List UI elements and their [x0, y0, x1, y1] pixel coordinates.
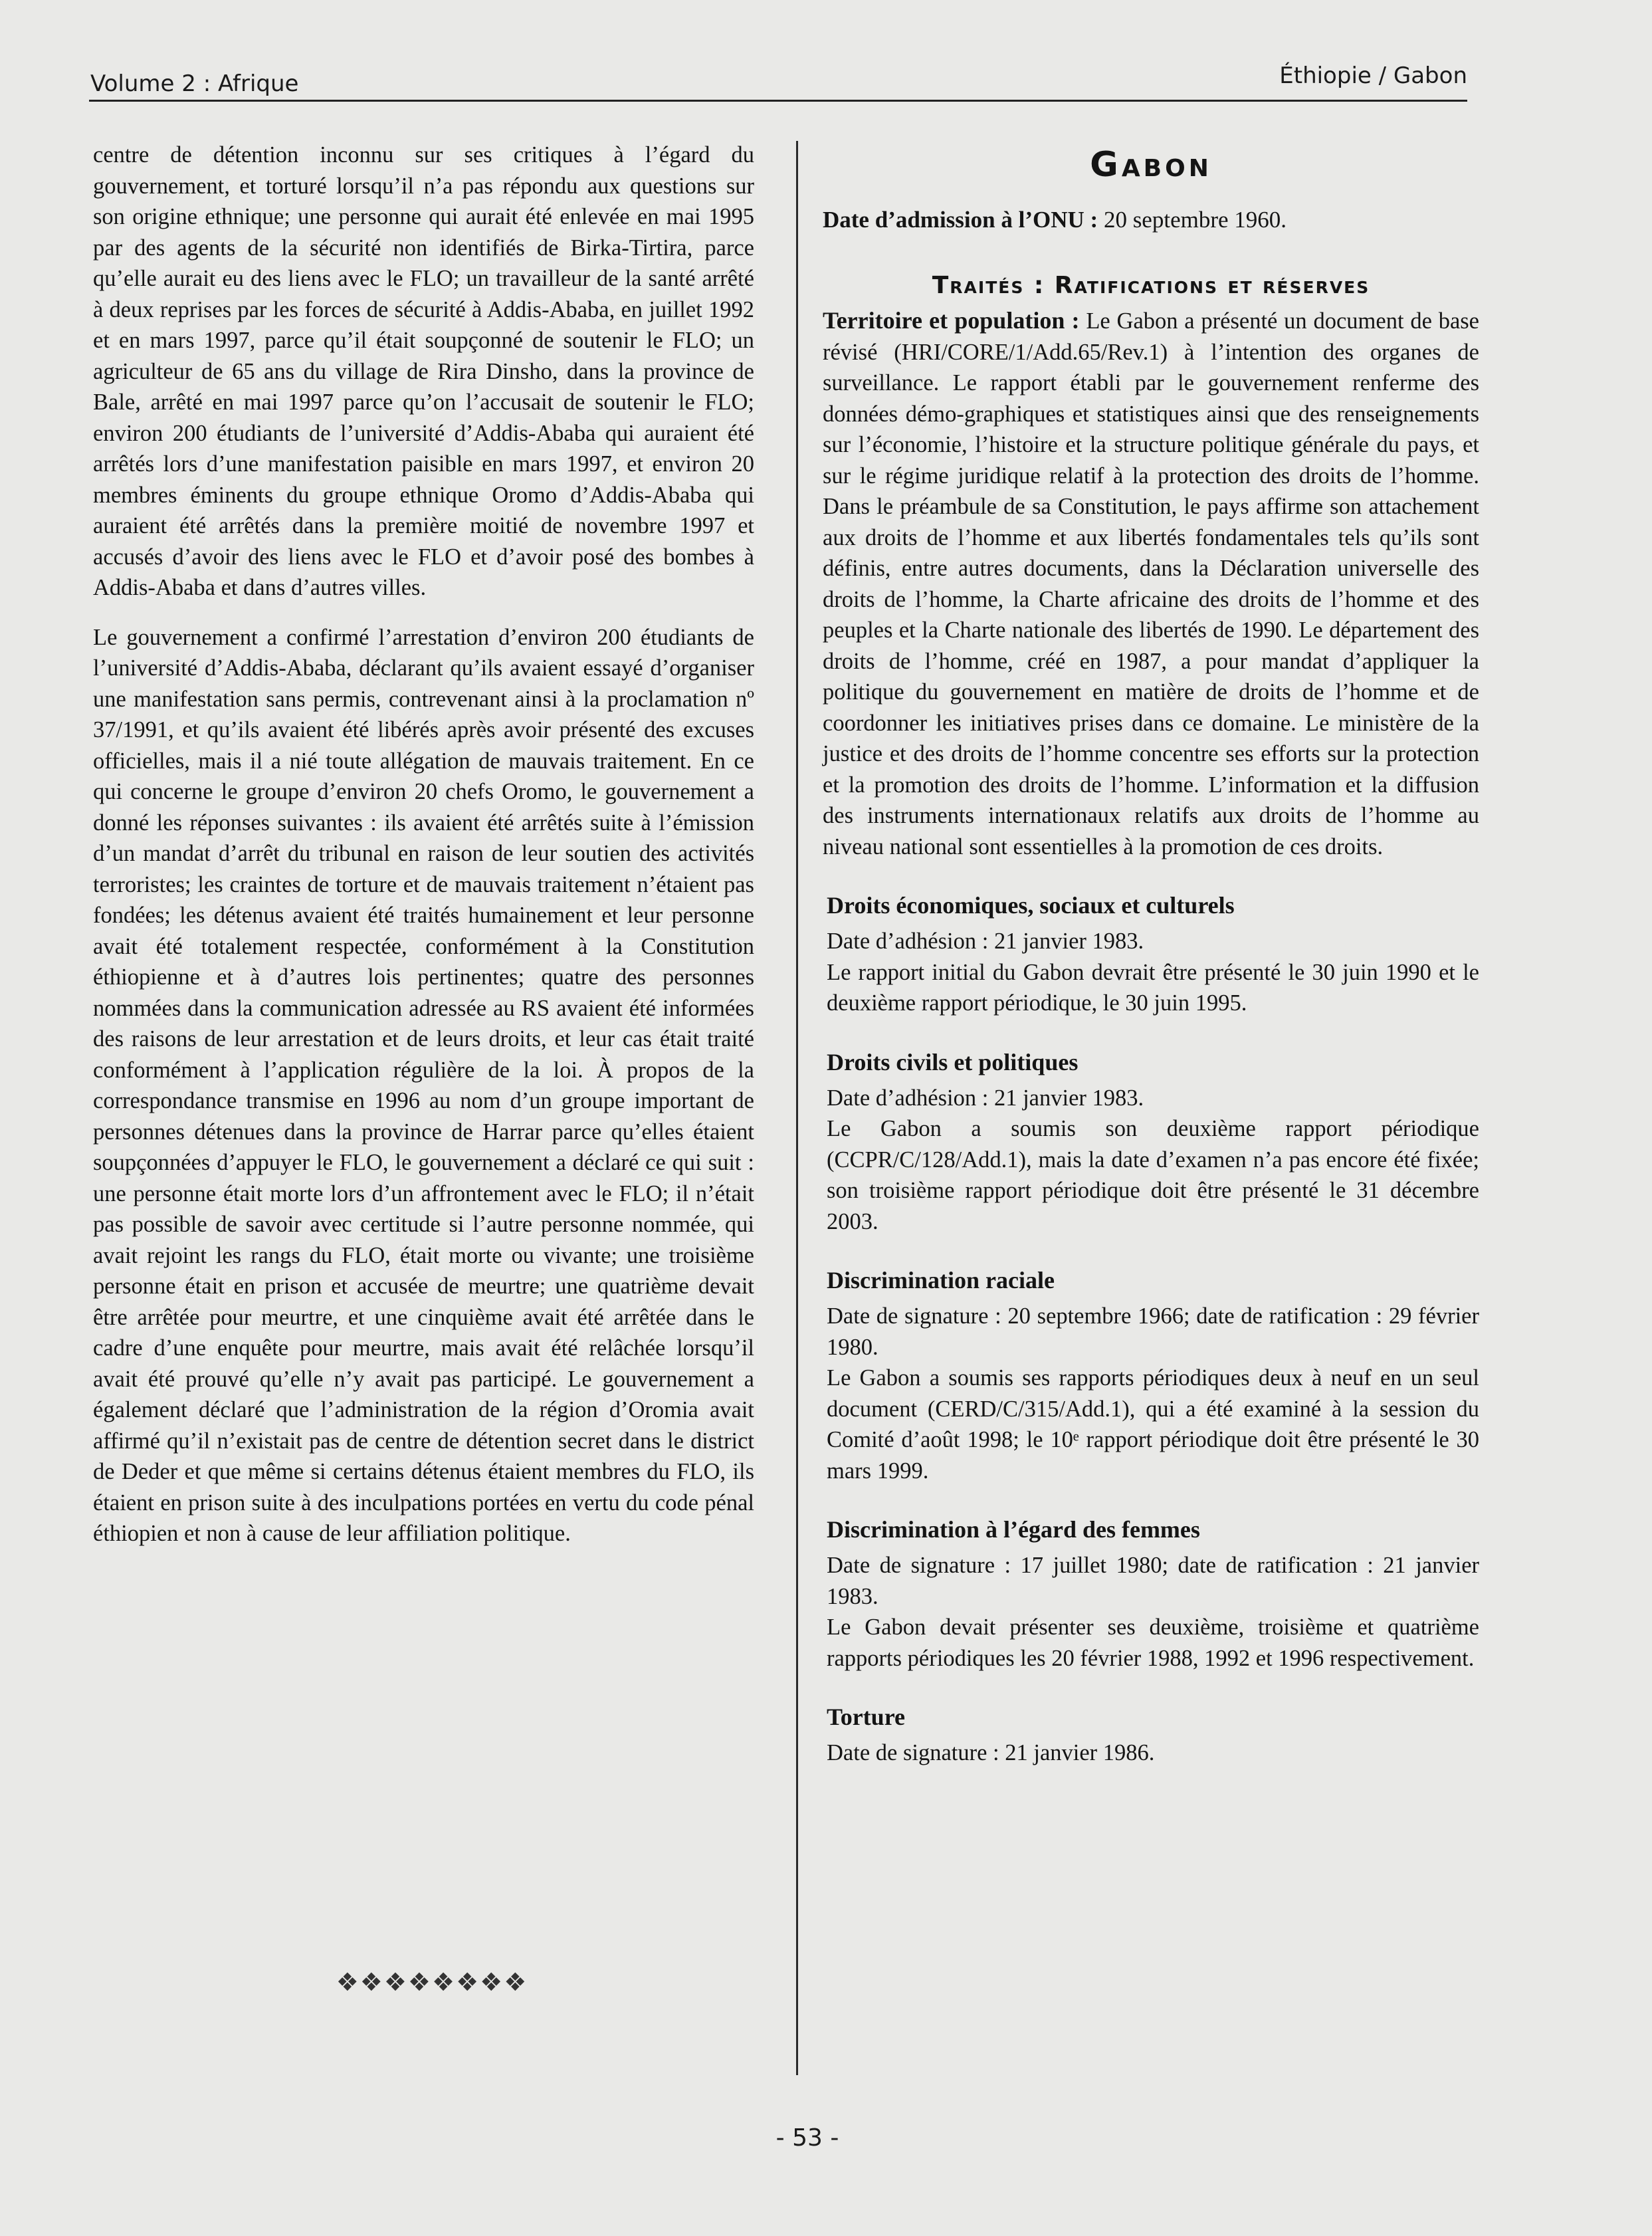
treaty-block	[823, 1513, 1479, 1674]
country-title: Gabon	[1090, 145, 1212, 185]
treaty-line: Date d’adhésion : 21 janvier 1983.	[827, 1085, 1144, 1111]
section-end-ornament: ❖❖❖❖❖❖❖❖	[336, 1967, 528, 1997]
treaty-block	[823, 1046, 1479, 1238]
header-section: Éthiopie / Gabon	[1279, 62, 1467, 89]
admission-value: 20 septembre 1960.	[1098, 207, 1287, 233]
left-column	[93, 140, 754, 1549]
treaty-line: Date de signature : 20 septembre 1966; date de ratification : 29 février 1980.	[827, 1303, 1479, 1360]
treaty-name: Discrimination raciale	[827, 1267, 1055, 1293]
treaty-line: Le Gabon devait présenter ses deuxième, troisième et quatrième rapports périodiques les 20 février 1988, 1992 et 1996 respectivement.	[827, 1615, 1479, 1671]
left-paragraph-2: Le gouvernement a confirmé l’arrestation d’environ 200 étudiants de l’université d’Addis-Ababa, déclarant qu’ils avaient essayé d’organiser une manifestation sans permis, contrevenant ainsi à la proclamation nº 37/1991, et qu’ils avaient été libérés après avoir présenté des excuses officielles, mais il a nié toute allégation de mauvais traitement. En ce qui concerne le groupe d’environ 20 chefs Oromo, le gouvernement a donné les réponses suivantes : ils avaient été arrêtés suite à l’émission d’un mandat d’arrêt du tribunal en raison de leur soutien des activités terroristes; les craintes de torture et de mauvais traitement n’étaient pas fondées; les détenus avaient été traités humainement et leur personne avait été totalement respectée, conformément à la Constitution éthiopienne et à d’autres lois pertinentes; quatre des personnes nommées dans la communication adressée au RS avaient été informées des raisons de leur arrestation et de leurs droits, et leur cas était traité conformément à l’application régulière de la loi. À propos de la correspondance transmise en 1996 au nom d’un groupe important de personnes détenues dans la province de Harrar parce qu’elles étaient soupçonnées d’appuyer le FLO, le gouvernement a déclaré ce qui suit : une personne était morte lors d’un affrontement avec le FLO; il n’était pas possible de savoir avec certitude si l’autre personne nommée, qui avait rejoint les rangs du FLO, était morte ou vivante; une troisième personne était en prison et accusée de meurtre; une quatrième devait être arrêtée pour meurtre, et une cinquième avait été arrêtée dans le cadre d’une enquête pour meurtre, mais avait été relâchée lorsqu’il avait été prouvé qu’elle n’y avait pas participé. Le gouvernement a également déclaré que l’administration de la région d’Oromia avait affirmé qu’il n’existait pas de centre de détention secret dans le district de Deder et que même si certains détenus étaient membres du FLO, ils étaient en prison suite à des inculpations portées en vertu du code pénal éthiopien et non à cause de leur affiliation politique.	[93, 624, 754, 1546]
column-divider	[796, 141, 798, 2075]
admission-label: Date d’admission à l’ONU :	[823, 207, 1098, 233]
treaty-line: Le Gabon a soumis ses rapports périodiques deux à neuf en un seul document (CERD/C/315/Add.1), qui a été examiné à la session du Comité d’août 1998; le 10ᵉ rapport périodique doit être présenté le 30 mars 1999.	[827, 1365, 1479, 1484]
treaty-name: Droits civils et politiques	[827, 1048, 1079, 1075]
page-number: - 53 -	[775, 2124, 839, 2152]
treaty-block	[823, 1264, 1479, 1486]
treaty-name: Droits économiques, sociaux et culturels	[827, 892, 1235, 919]
territory-population-paragraph	[823, 305, 1479, 862]
left-paragraph-1: centre de détention inconnu sur ses critiques à l’égard du gouvernement, et torturé lorsqu’il n’a pas répondu aux questions sur son origine ethnique; une personne qui aurait été enlevée en mai 1995 par des agents de la sécurité non identifiés de Birka-Tirtira, parce qu’elle aurait eu des liens avec le FLO; un travailleur de la santé arrêté à deux reprises par les forces de sécurité à Addis-Ababa, en juillet 1992 et en mars 1997, parce qu’il était soupçonné de soutenir le FLO; un agriculteur de 65 ans du village de Rira Dinsho, dans la province de Bale, arrêté en mai 1997 parce qu’on l’accusait de soutenir le FLO; environ 200 étudiants de l’université d’Addis-Ababa qui auraient été arrêtés lors d’une manifestation paisible en mars 1997, et environ 20 membres éminents du groupe ethnique Oromo d’Addis-Ababa qui auraient été arrêtés dans la première moitié de novembre 1997 et accusés d’avoir des liens avec le FLO et d’avoir posé des bombes à Addis-Ababa et dans d’autres villes.	[93, 142, 754, 600]
treaty-name: Torture	[827, 1704, 906, 1730]
treaty-line: Le rapport initial du Gabon devrait être présenté le 30 juin 1990 et le deuxième rapport périodique, le 30 juin 1995.	[827, 959, 1479, 1016]
running-header	[89, 62, 1467, 102]
territory-population-text: Le Gabon a présenté un document de base révisé (HRI/CORE/1/Add.65/Rev.1) à l’intention des organes de surveillance. Le rapport établi par le gouvernement renferme des données démo-graphiques et statistiques ainsi que des renseignements sur l’économie, l’histoire et la structure politique générale du pays, et sur le régime juridique relatif à la protection des droits de l’homme. Dans le préambule de sa Constitution, le pays affirme son attachement aux droits de l’homme et aux libertés fondamentales tels qu’ils sont définis, entre autres documents, dans la Déclaration universelle des droits de l’homme, la Charte africaine des droits de l’homme et des peuples et la Charte nationale des libertés de 1990. Le département des droits de l’homme, créé en 1987, a pour mandat d’appliquer la politique du gouvernement en matière de droits de l’homme et de coordonner les initiatives prises dans ce domaine. Le ministère de la justice et des droits de l’homme concentre ses efforts sur la protection et la promotion des droits de l’homme. L’information et la diffusion des instruments internationaux relatifs aux droits de l’homme au niveau national sont essentielles à la promotion de ces droits.	[823, 308, 1479, 859]
treaty-name: Discrimination à l’égard des femmes	[827, 1516, 1200, 1543]
treaty-block	[823, 889, 1479, 1019]
admission-date	[823, 205, 1479, 236]
right-column	[823, 138, 1479, 1769]
header-volume: Volume 2 : Afrique	[90, 70, 299, 97]
section-title: Traités : Ratifications et réserves	[932, 271, 1370, 299]
treaty-line: Date de signature : 21 janvier 1986.	[827, 1740, 1155, 1765]
treaty-line: Date d’adhésion : 21 janvier 1983.	[827, 929, 1144, 954]
territory-population-label: Territoire et population :	[823, 307, 1080, 334]
treaty-block	[823, 1700, 1479, 1769]
treaty-line: Le Gabon a soumis son deuxième rapport périodique (CCPR/C/128/Add.1), mais la date d’examen n’a pas encore été fixée; son troisième rapport périodique doit être présenté le 31 décembre 2003.	[827, 1116, 1479, 1234]
treaty-line: Date de signature : 17 juillet 1980; date de ratification : 21 janvier 1983.	[827, 1553, 1479, 1609]
header-rule	[89, 100, 1467, 102]
